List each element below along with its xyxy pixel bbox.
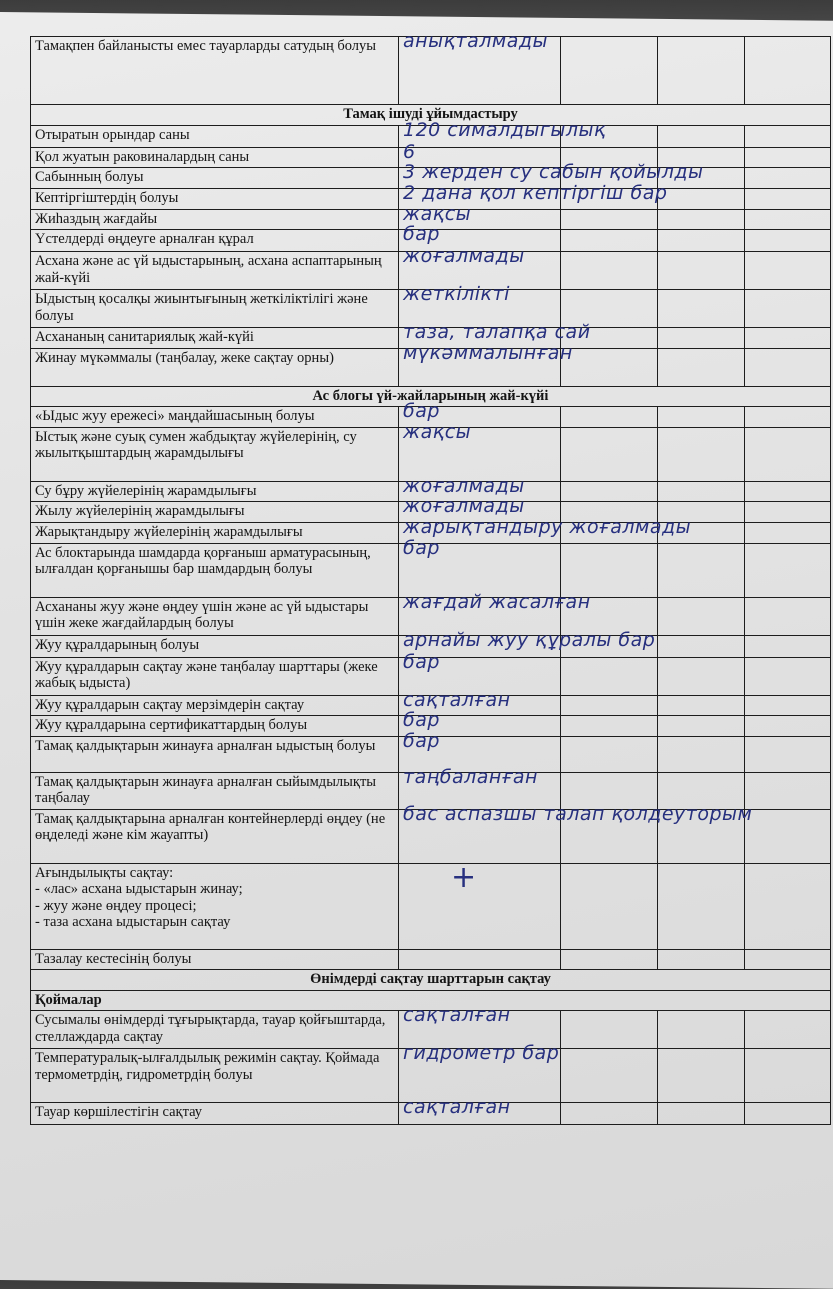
- empty-cell: [561, 230, 658, 252]
- empty-cell: [745, 348, 831, 386]
- empty-cell: [745, 252, 831, 290]
- criterion-label: Жарықтандыру жүйелерінің жарамдылығы: [31, 522, 399, 543]
- empty-cell: [745, 230, 831, 252]
- criterion-label: Сусымалы өнімдерді тұғырықтарда, тауар қойғыштарда, стеллаждарда сақтау: [31, 1011, 399, 1049]
- empty-cell: [561, 543, 658, 597]
- empty-cell: [658, 543, 745, 597]
- handwritten-note: жақсы: [403, 202, 472, 225]
- empty-cell: [658, 736, 745, 772]
- empty-cell: [745, 1103, 831, 1125]
- handwritten-note: 6: [403, 140, 416, 163]
- empty-cell: [745, 657, 831, 695]
- criterion-label: Сабынның болуы: [31, 168, 399, 189]
- empty-cell: [561, 716, 658, 737]
- empty-cell: [658, 1103, 745, 1125]
- criterion-label: Жылу жүйелерінің жарамдылығы: [31, 502, 399, 523]
- table-row: [31, 543, 831, 597]
- empty-cell: [658, 328, 745, 349]
- handwritten-note: бар: [403, 536, 440, 559]
- empty-cell: [745, 522, 831, 543]
- criterion-label: Жуу құралдарын сақтау мерзімдерін сақтау: [31, 695, 399, 716]
- table-row: [31, 809, 831, 863]
- criterion-label: Жуу құралдарына сертификаттардың болуы: [31, 716, 399, 737]
- criterion-label: Температуралық-ылғалдылық режимін сақтау. Қоймада термометрдің, гидрометрдің болуы: [31, 1049, 399, 1103]
- table-row: [31, 427, 831, 481]
- criterion-label: Асхананың санитариялық жай-күйі: [31, 328, 399, 349]
- empty-cell: [561, 863, 658, 949]
- empty-cell: [658, 125, 745, 147]
- handwritten-note: анықталмады: [403, 30, 549, 52]
- empty-cell: [658, 230, 745, 252]
- handwritten-note-cell: [399, 536, 561, 597]
- empty-cell: [561, 1011, 658, 1049]
- empty-cell: [561, 252, 658, 290]
- empty-cell: [658, 716, 745, 737]
- handwritten-note-cell: [399, 118, 606, 147]
- handwritten-note-cell: [399, 949, 561, 970]
- table-row: [31, 863, 831, 949]
- empty-cell: [561, 209, 658, 230]
- handwritten-note: сақталған: [403, 688, 511, 711]
- empty-cell: [561, 427, 658, 481]
- empty-cell: [745, 716, 831, 737]
- handwritten-note-cell: [399, 1042, 561, 1103]
- empty-cell: [561, 949, 658, 970]
- criterion-label: Тауар көршілестігін сақтау: [31, 1103, 399, 1125]
- empty-cell: [561, 657, 658, 695]
- criterion-label: Ағындылықты сақтау: - «лас» асхана ыдыстарын жинау; - жуу және өңдеу процесі; - таза асхана ыдыстарын сақтау: [31, 863, 399, 949]
- empty-cell: [745, 407, 831, 428]
- empty-cell: [745, 809, 831, 863]
- handwritten-note: бар: [403, 650, 440, 673]
- criterion-label: Кептіргіштердің болуы: [31, 188, 399, 209]
- empty-cell: [745, 635, 831, 657]
- empty-cell: [745, 168, 831, 189]
- empty-cell: [658, 597, 745, 635]
- empty-cell: [658, 635, 745, 657]
- handwritten-note-cell: [399, 802, 753, 863]
- empty-cell: [745, 863, 831, 949]
- criterion-label: Тамақ қалдықтарына арналған контейнерлерді өңдеу (не өңделеді және кім жауапты): [31, 809, 399, 863]
- empty-cell: [745, 695, 831, 716]
- handwritten-note: бар: [403, 709, 440, 731]
- handwritten-note: бар: [403, 729, 440, 752]
- empty-cell: [745, 37, 831, 105]
- handwritten-note: сақталған: [403, 1096, 511, 1118]
- empty-cell: [658, 1011, 745, 1049]
- criterion-label: Тамақпен байланысты емес тауарларды сатудың болуы: [31, 37, 399, 105]
- criterion-label: Ас блоктарында шамдарда қорғаныш арматурасының, ылғалдан қорғанышы бар шамдардың болуы: [31, 543, 399, 597]
- handwritten-note: 2 дана қол кептіргіш бар: [403, 181, 668, 204]
- criterion-label: Жуу құралдарын сақтау және таңбалау шарттары (жеке жабық ыдыста): [31, 657, 399, 695]
- empty-cell: [745, 328, 831, 349]
- empty-cell: [745, 502, 831, 523]
- empty-cell: [561, 407, 658, 428]
- handwritten-note: бар: [403, 400, 440, 422]
- handwritten-note: таза, талапқа сай: [403, 321, 591, 343]
- criterion-label: Ыстық және суық сумен жабдықтау жүйелерінің, су жылытқыштардың жарамдылығы: [31, 427, 399, 481]
- empty-cell: [745, 772, 831, 809]
- empty-cell: [658, 863, 745, 949]
- inspection-table: [30, 30, 831, 1125]
- handwritten-note-cell: [399, 30, 561, 105]
- criterion-label: Тамақ қалдықтарын жинауға арналған сыйымдылықты таңбалау: [31, 772, 399, 809]
- handwritten-note: мүкәммалынған: [403, 341, 573, 364]
- empty-cell: [745, 147, 831, 168]
- handwritten-note: жеткілікті: [403, 283, 510, 305]
- criterion-label: Ыдыстың қосалқы жиынтығының жеткіліктілігі және болуы: [31, 290, 399, 328]
- empty-cell: [658, 949, 745, 970]
- table-row: [31, 1103, 831, 1125]
- empty-cell: [561, 348, 658, 386]
- empty-cell: [658, 252, 745, 290]
- empty-cell: [658, 290, 745, 328]
- handwritten-note: жоғалмады: [403, 245, 525, 267]
- criterion-label: Тамақ қалдықтарын жинауға арналған ыдыстың болуы: [31, 736, 399, 772]
- handwritten-note: гидрометр бар: [403, 1042, 560, 1064]
- empty-cell: [745, 1011, 831, 1049]
- table-row: [31, 37, 831, 105]
- handwritten-note-cell: [399, 1096, 561, 1125]
- empty-cell: [658, 407, 745, 428]
- handwritten-note: арнайы жуу құралы бар: [403, 628, 656, 651]
- empty-cell: [658, 427, 745, 481]
- criterion-label: Асхананы жуу және өңдеу үшін және ас үй ыдыстары үшін жеке жағдайлардың болуы: [31, 597, 399, 635]
- subsection-heading: Қоймалар: [31, 990, 831, 1011]
- table-row: [31, 1049, 831, 1103]
- empty-cell: [745, 427, 831, 481]
- empty-cell: [745, 209, 831, 230]
- handwritten-note: жоғалмады: [403, 495, 525, 517]
- section-heading: Ас блогы үй-жайларының жай-күйі: [31, 386, 831, 407]
- empty-cell: [561, 37, 658, 105]
- empty-cell: [745, 125, 831, 147]
- handwritten-note: жарықтандыру жоғалмады: [403, 515, 692, 538]
- handwritten-note: таңбаланған: [403, 765, 538, 788]
- table-row: [31, 949, 831, 970]
- empty-cell: [745, 290, 831, 328]
- handwritten-note: жақсы: [403, 420, 472, 443]
- handwritten-note: жоғалмады: [403, 474, 525, 497]
- handwritten-note: бар: [403, 223, 440, 245]
- empty-cell: [658, 209, 745, 230]
- empty-cell: [745, 736, 831, 772]
- handwritten-note-cell: [399, 420, 561, 481]
- empty-cell: [658, 348, 745, 386]
- handwritten-note: 3 жерден су сабын қойылды: [403, 161, 704, 183]
- handwritten-note: +: [451, 859, 477, 895]
- criterion-label: Жиһаздың жағдайы: [31, 209, 399, 230]
- criterion-label: Тазалау кестесінің болуы: [31, 949, 399, 970]
- criterion-label: Отыратын орындар саны: [31, 125, 399, 147]
- empty-cell: [745, 949, 831, 970]
- empty-cell: [658, 37, 745, 105]
- table-row: [31, 348, 831, 386]
- empty-cell: [745, 543, 831, 597]
- empty-cell: [745, 481, 831, 502]
- handwritten-note: бас аспазшы талап қолдеуторым: [403, 802, 753, 825]
- table-row: [31, 970, 831, 991]
- empty-cell: [658, 1049, 745, 1103]
- empty-cell: [745, 188, 831, 209]
- empty-cell: [561, 736, 658, 772]
- handwritten-note: сақталған: [403, 1004, 511, 1026]
- empty-cell: [561, 481, 658, 502]
- handwritten-note-cell: [399, 341, 573, 386]
- section-heading: Тамақ ішуді ұйымдастыру: [31, 105, 831, 126]
- criterion-label: Су бұру жүйелерінің жарамдылығы: [31, 481, 399, 502]
- empty-cell: [658, 481, 745, 502]
- empty-cell: [658, 695, 745, 716]
- empty-cell: [658, 188, 745, 209]
- criterion-label: Жинау мүкәммалы (таңбалау, жеке сақтау орны): [31, 348, 399, 386]
- criterion-label: Қол жуатын раковиналардың саны: [31, 147, 399, 168]
- handwritten-note: 120 сималдыгылық: [403, 118, 606, 141]
- empty-cell: [561, 1049, 658, 1103]
- criterion-label: Асхана және ас үй ыдыстарының, асхана аспаптарының жай-күйі: [31, 252, 399, 290]
- table-row: [31, 125, 831, 147]
- criterion-label: Үстелдерді өңдеуге арналған құрал: [31, 230, 399, 252]
- empty-cell: [745, 597, 831, 635]
- empty-cell: [745, 1049, 831, 1103]
- criterion-label: Жуу құралдарының болуы: [31, 635, 399, 657]
- handwritten-note: жағдай жасалған: [403, 590, 591, 613]
- empty-cell: [561, 1103, 658, 1125]
- empty-cell: [561, 695, 658, 716]
- handwritten-note-cell: [399, 859, 561, 949]
- empty-cell: [658, 657, 745, 695]
- section-heading: Өнімдерді сақтау шарттарын сақтау: [31, 970, 831, 991]
- criterion-label: «Ыдыс жуу ережесі» маңдайшасының болуы: [31, 407, 399, 428]
